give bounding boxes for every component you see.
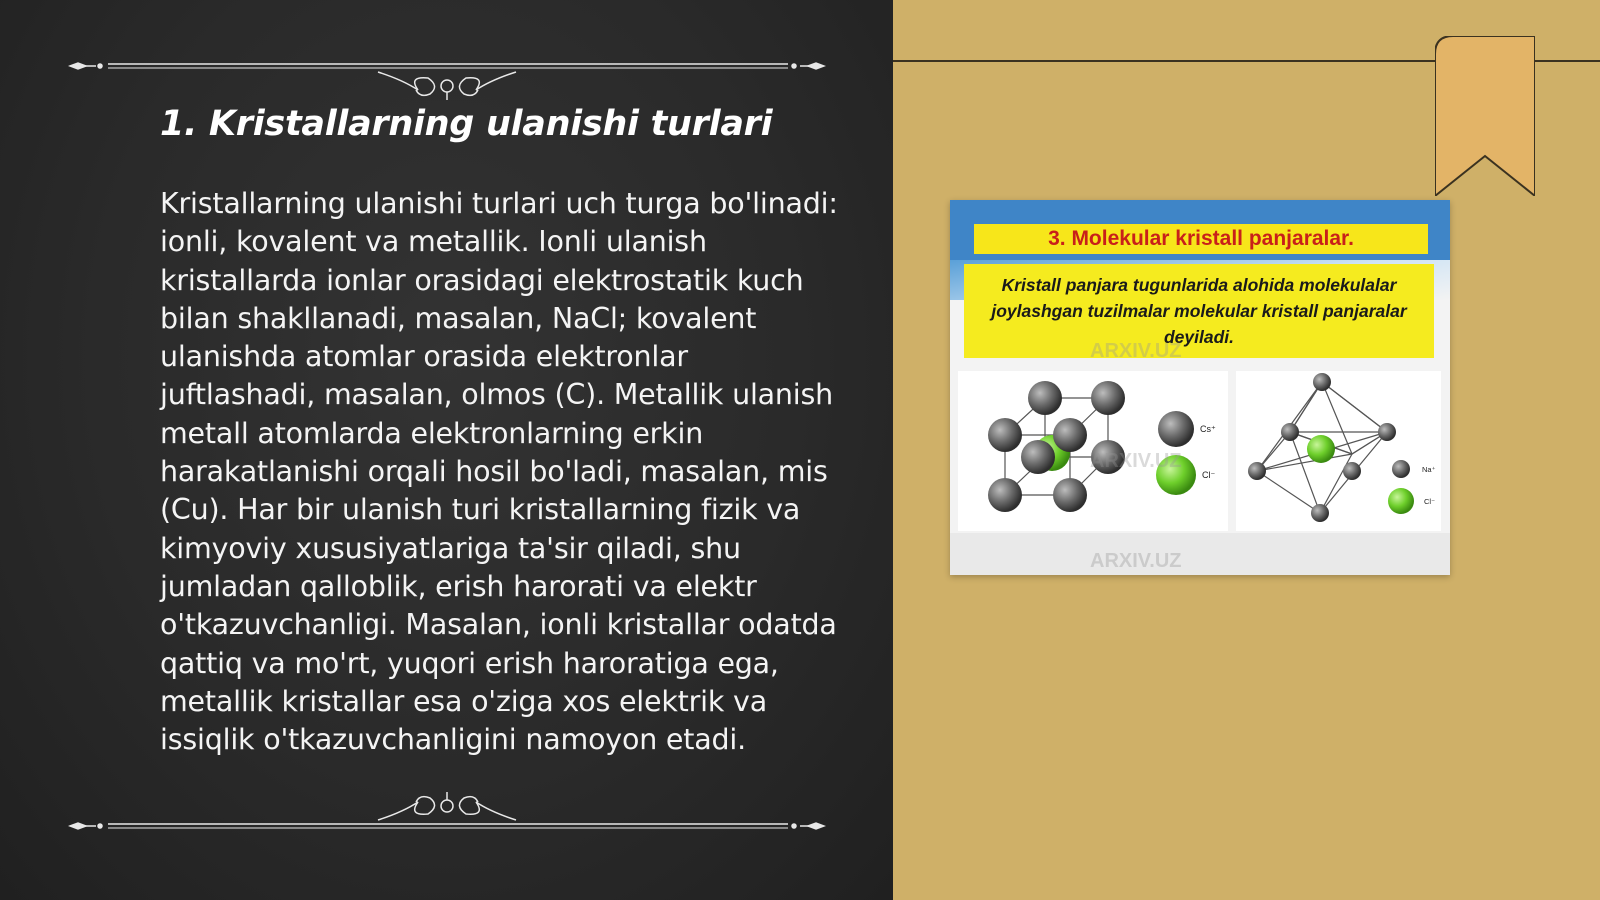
watermark-bottom: ARXIV.UZ xyxy=(1090,550,1182,572)
watermark-top: ARXIV.UZ xyxy=(1090,340,1182,362)
cl-label-left: Cl⁻ xyxy=(1202,470,1216,480)
cs-label: Cs⁺ xyxy=(1200,424,1216,434)
na-label: Na⁺ xyxy=(1422,465,1436,474)
cl-ion-legend-right xyxy=(1388,488,1414,514)
cl-label-right: Cl⁻ xyxy=(1424,497,1436,506)
crystal-lattice-image[interactable] xyxy=(950,200,1450,575)
slide-body-text: Kristallarning ulanishi turlari uch turga bo'linadi: ionli, kovalent va metallik. Ionli ulanish kristallarda ionlar orasidagi elektrostatik kuch bilan shakllanadi, masalan, NaCl; kovalent ulanishda atomlar orasida elektronlar juftlashadi, masalan, olmos (C). Metallik ulanish metall atomlarda elektronlarning erkin harakatlanishi orqali hosil bo'ladi, masalan, mis (Cu). Har bir ulanish turi kristallarning fizik va kimyoviy xususiyatlariga ta'sir qiladi, shu jumladan qalloblik, erish harorati va elektr o'tkazuvchanligi. Masalan, ionli kristallar odatda qattiq va mo'rt, yuqori erish haroratiga ega, metallik kristallar esa o'ziga xos elektrik va issiqlik o'tkazuvchanligini namoyon etadi. xyxy=(160,187,838,757)
watermark-middle: ARXIV.UZ xyxy=(1090,450,1182,472)
slide-title: 1. Kristallarning ulanishi turlari xyxy=(160,104,773,144)
image-heading: 3. Molekular kristall panjaralar. xyxy=(974,224,1428,254)
na-ion-legend xyxy=(1392,460,1410,478)
lattice-diagrams xyxy=(950,365,1450,575)
top-divider-icon xyxy=(68,40,826,100)
cs-ion-legend xyxy=(1158,411,1194,447)
bottom-divider-icon xyxy=(68,780,826,840)
bookmark-ribbon-icon xyxy=(1435,36,1535,196)
image-caption: Kristall panjara tugunlarida alohida molekulalar joylashgan tuzilmalar molekular kristall panjaralar deyiladi. xyxy=(964,264,1434,358)
